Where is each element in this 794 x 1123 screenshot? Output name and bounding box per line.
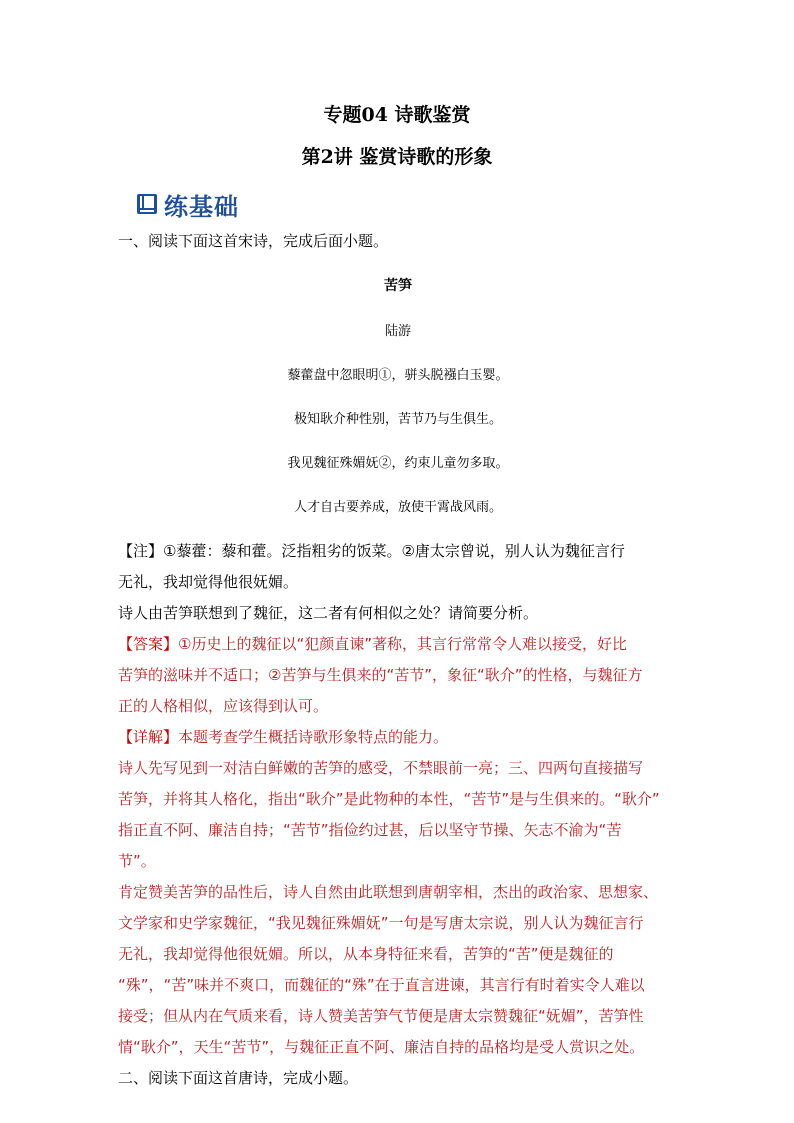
detail-line: 情“耿介”，天生“苦节”，与魏征正直不阿、廉洁自持的品格均是受人赏识之处。 — [118, 1038, 645, 1056]
answer-line: 苦笋的滋味并不适口；②苦笋与生俱来的“苦节”，象征“耿介”的性格，与魏征方 — [118, 666, 643, 684]
poem-title: 苦笋 — [384, 278, 412, 294]
answer-tag: 【答案】 — [118, 635, 179, 653]
detail-tag: 【详解】 — [118, 728, 179, 746]
topic-title: 专题04 诗歌鉴赏 — [323, 104, 471, 126]
detail-line: 文学家和史学家魏征，“我见魏征殊媚妩”一句是写唐太宗说，别人认为魏征言行 — [118, 914, 644, 932]
question-content — [118, 226, 678, 1094]
detail-line: 诗人先写见到一对洁白鲜嫩的苦笋的感受，不禁眼前一亮；三、四两句直接描写 — [118, 759, 644, 777]
detail-line: 苦笋，并将其人格化，指出“耿介”是此物种的本性，“苦节”是与生俱来的。“耿介” — [118, 790, 660, 808]
poem-line: 藜藿盘中忽眼明①，骈头脱襁白玉婴。 — [287, 368, 509, 383]
detail-line — [118, 722, 678, 753]
answer-line — [118, 629, 678, 660]
lecture-title: 第2讲 鉴赏诗歌的形象 — [301, 146, 493, 168]
poem-line: 人才自古要养成，放使干霄战风雨。 — [293, 500, 502, 515]
section-heading — [136, 188, 239, 220]
question-text: 诗人由苦笋联想到了魏征，这二者有何相似之处？请简要分析。 — [118, 604, 539, 622]
detail-line: 无礼，我却觉得他很妩媚。所以，从本身特征来看，苦笋的“苦”便是魏征的 — [118, 945, 614, 963]
poem-line: 我见魏征殊媚妩②，约束儿童勿多取。 — [287, 456, 509, 471]
detail-line: 肯定赞美苦笋的品性后，诗人自然由此联想到唐朝宰相，杰出的政治家、思想家、 — [118, 883, 659, 901]
question-2-intro: 二、阅读下面这首唐诗，完成小题。 — [118, 1069, 359, 1087]
poem-author: 陆游 — [384, 324, 411, 339]
detail-line: 指正直不阿、廉洁自持；“苦节”指俭约过甚，后以坚守节操、矢志不渝为“苦 — [118, 821, 622, 839]
answer-text: ①历史上的魏征以“犯颜直谏”著称，其言行常常令人难以接受，好比 — [178, 635, 628, 653]
detail-line: 节”。 — [118, 852, 156, 870]
poem-line: 极知耿介种性别，苦节乃与生俱生。 — [293, 412, 502, 427]
note-line: 无礼，我却觉得他很妩媚。 — [118, 573, 299, 591]
detail-line: “殊”，“苦”味并不爽口，而魏征的“殊”在于直言进谏，其言行有时着实令人难以 — [118, 976, 645, 994]
question-1-intro: 一、阅读下面这首宋诗，完成后面小题。 — [118, 232, 389, 250]
detail-line: 接受；但从内在气质来看，诗人赞美苦笋气节便是唐太宗赞魏征“妩媚”，苦笋性 — [118, 1007, 644, 1025]
section-label: 练基础 — [164, 192, 239, 221]
book-icon — [136, 193, 158, 215]
note-line: 【注】①藜藿：藜和藿。泛指粗劣的饭菜。②唐太宗曾说，别人认为魏征言行 — [118, 542, 625, 560]
answer-line: 正的人格相似，应该得到认可。 — [118, 697, 329, 715]
detail-intro: 本题考查学生概括诗歌形象特点的能力。 — [178, 728, 449, 746]
